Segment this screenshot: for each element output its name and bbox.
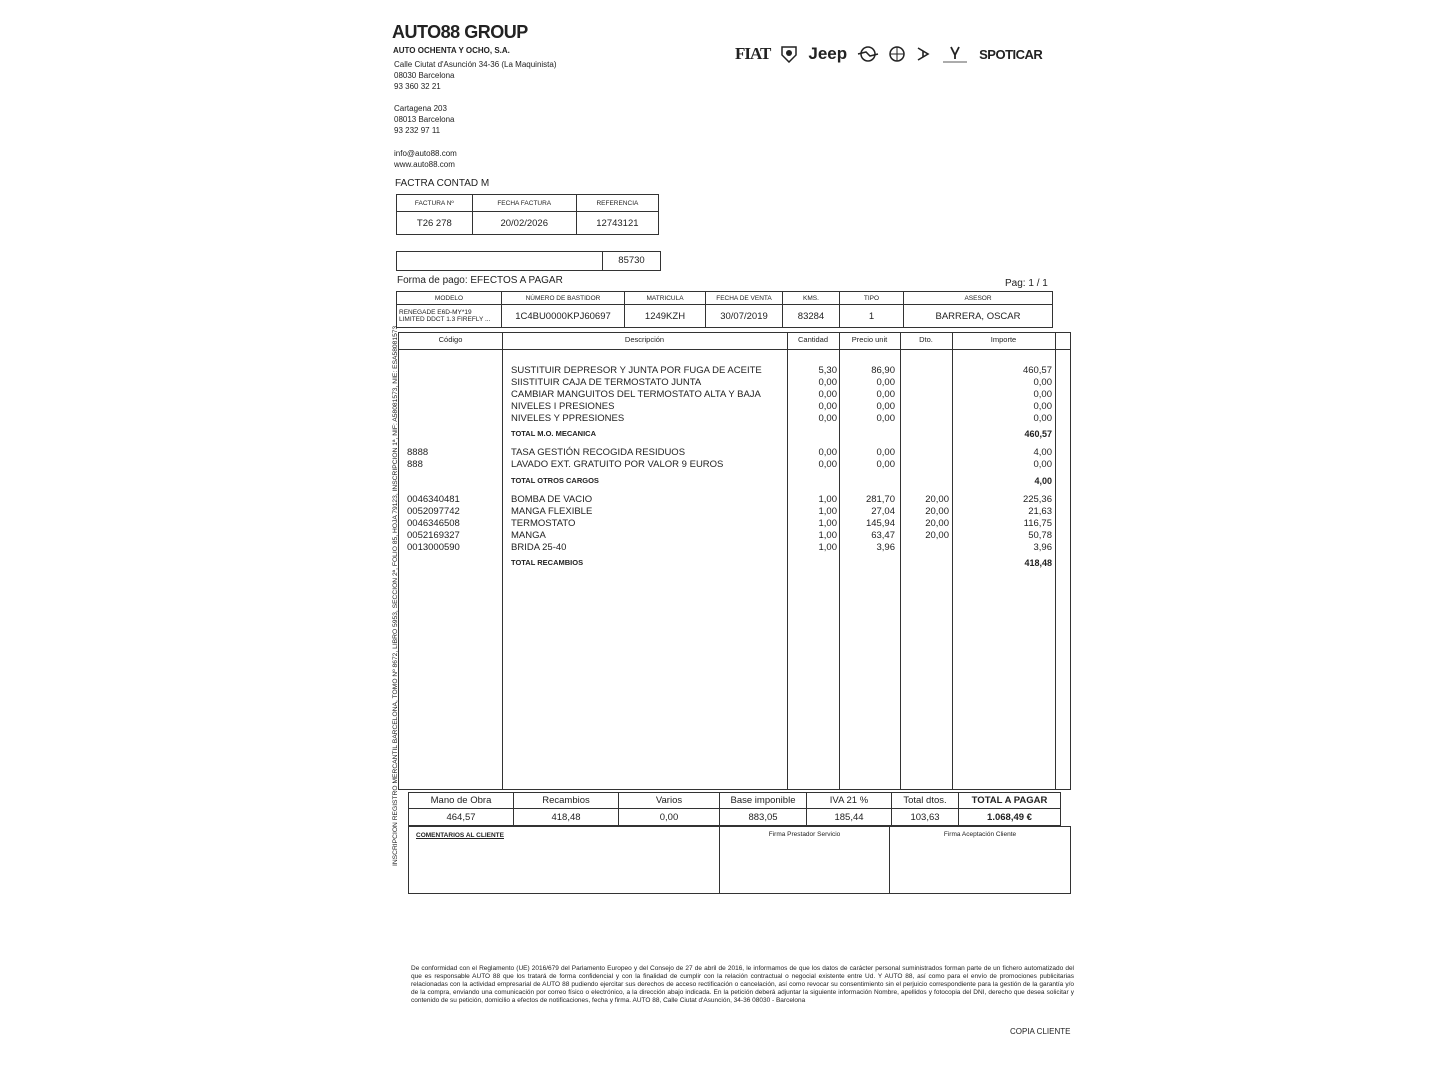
line-amount: 116,75 [1023, 518, 1052, 529]
line-desc: MANGA FLEXIBLE [511, 506, 593, 517]
line-qty: 5,30 [818, 365, 837, 376]
line-amount: 50,78 [1028, 530, 1052, 541]
line-code: 0013000590 [407, 542, 460, 553]
email: info@auto88.com [394, 149, 457, 158]
vehicle-type: 1 [840, 305, 904, 328]
line-qty: 0,00 [818, 459, 837, 470]
line-item-row [399, 459, 1070, 471]
address-block-1 [394, 59, 557, 92]
reference-header: REFERENCIA [576, 195, 658, 212]
line-amount: 3,96 [1033, 542, 1052, 553]
vehicle-header: TIPO [840, 292, 904, 305]
line-desc: LAVADO EXT. GRATUITO POR VALOR 9 EUROS [511, 459, 724, 470]
line-desc: BOMBA DE VACIO [511, 494, 593, 505]
line-price: 0,00 [876, 377, 895, 388]
line-desc: NIVELES Y PPRESIONES [511, 413, 625, 424]
unit-price-header: Precio unit [851, 335, 888, 344]
line-item-row [399, 506, 1070, 518]
comments-label: COMENTARIOS AL CLIENTE [416, 832, 504, 839]
line-amount: 0,00 [1033, 401, 1052, 412]
vehicle-model-line: RENEGADE E6D-MY*19 [399, 309, 472, 316]
service-signature-label: Firma Prestador Servicio [768, 831, 841, 838]
line-desc: TOTAL RECAMBIOS [511, 558, 584, 567]
address-line: Calle Ciutat d'Asunción 34-36 (La Maquinista) [394, 60, 557, 69]
line-item-row [399, 401, 1070, 413]
line-desc: TOTAL OTROS CARGOS [511, 476, 599, 485]
code-header: Código [438, 335, 463, 344]
line-item-row [399, 494, 1070, 506]
vehicle-header: NÚMERO DE BASTIDOR [502, 292, 625, 305]
line-price: 0,00 [876, 401, 895, 412]
line-qty: 0,00 [818, 401, 837, 412]
line-dto: 20,00 [925, 530, 949, 541]
invoice-lines-box [398, 332, 1071, 790]
vehicle-model-line: LIMITED DDCT 1.3 FIREFLY ... [399, 316, 491, 323]
line-qty: 1,00 [818, 530, 837, 541]
line-item-row [399, 377, 1070, 389]
line-amount: 4,00 [1033, 447, 1052, 458]
address-line: 08030 Barcelona [394, 71, 455, 80]
line-qty: 1,00 [818, 494, 837, 505]
client-signature-area [890, 827, 1070, 893]
reference-value: 12743121 [576, 212, 658, 235]
abarth-logo-icon [780, 45, 798, 63]
summary-header: Recambios [514, 793, 619, 809]
invoice-number: T26 278 [397, 212, 473, 235]
line-price: 0,00 [876, 447, 895, 458]
line-amount: 225,36 [1022, 494, 1052, 505]
registry-text: INSCRIPCION REGISTRO MERCANTIL BARCELONA, TOMO Nº 8672, LIBRO 5953, SECCION 2ª, FOLIO 85, HOJA 79123, INSCRIPCION 1ª, NIF: A58081573, NIE: ESA58081573 [392, 325, 399, 866]
summary-header: Mano de Obra [409, 793, 514, 809]
line-code: 888 [407, 459, 423, 470]
header-divider [399, 349, 1070, 350]
client-signature-label: Firma Aceptación Cliente [943, 831, 1017, 838]
opel-logo-icon [857, 46, 879, 62]
line-price: 86,90 [871, 365, 895, 376]
summary-table [408, 792, 1061, 826]
summary-header: IVA 21 % [807, 793, 892, 809]
vehicle-table [396, 291, 1053, 328]
company-brand: AUTO88 GROUP [392, 22, 528, 42]
contact-block [394, 148, 457, 170]
summary-header: Varios [619, 793, 720, 809]
line-code: 0052097742 [407, 506, 460, 517]
discount-total: 103,63 [892, 809, 959, 826]
comments-signature-box [408, 826, 1071, 894]
line-price: 145,94 [865, 518, 895, 529]
line-desc: TASA GESTIÓN RECOGIDA RESIDUOS [511, 447, 686, 458]
comments-area [409, 827, 720, 893]
vehicle-advisor: BARRERA, OSCAR [904, 305, 1053, 328]
subtotal-row [399, 428, 1070, 440]
vehicle-header: MODELO [397, 292, 502, 305]
line-qty: 0,00 [818, 413, 837, 424]
line-amount: 460,57 [1022, 365, 1052, 376]
address-block-2 [394, 103, 455, 136]
amount-header: Importe [990, 335, 1017, 344]
subtotal-row [399, 557, 1070, 569]
taxable-base: 883,05 [720, 809, 807, 826]
line-item-row [399, 518, 1070, 530]
line-price: 27,04 [871, 506, 895, 517]
line-item-row [399, 413, 1070, 425]
line-qty: 0,00 [818, 389, 837, 400]
vehicle-vin: 1C4BU0000KPJ60697 [502, 305, 625, 328]
address-line: 93 360 32 21 [394, 82, 441, 91]
line-desc: BRIDA 25-40 [511, 542, 567, 553]
line-item-row [399, 365, 1070, 377]
parts-total: 418,48 [514, 809, 619, 826]
summary-header-total: TOTAL A PAGAR [959, 793, 1061, 809]
vehicle-plate: 1249KZH [625, 305, 706, 328]
invoice-date: 20/02/2026 [472, 212, 576, 235]
privacy-notice: De conformidad con el Reglamento (UE) 2016/679 del Parlamento Europeo y del Consejo de 27 de abril de 2016, le informamos de que los datos de carácter personal suministrados forman parte de un fichero automatizado del que es responsable AUTO 88 que los tratará de forma confidencial y con la finalidad de cumplir con la relación contractual o negocial existente entre Ud. Y AUTO 88, así como para el envío de promociones publicitarias relacionadas con la actividad empresarial de AUTO 88 pudiendo ejercitar sus derechos de acceso rectificación o cancelación, así como revocar su consentimiento sin el perjuicio correspondiente para la gestión de la garantía y/o de la compra, enviando una comunicación por correo físico o electrónico, a la dirección abajo indicada. En la petición deberá adjuntar la siguiente información Nombre, apellidos y fotocopia del DNI, derecho que desea solicitar y contenido de su petición, domicilio a efectos de notificaciones, fecha y firma. AUTO 88, Calle Ciutat d'Asunción, 34-36 08030 - Barcelona [411, 965, 1074, 1004]
vehicle-model [397, 305, 502, 328]
line-desc: CAMBIAR MANGUITOS DEL TERMOSTATO ALTA Y BAJA [511, 389, 761, 400]
line-code: 0052169327 [407, 530, 460, 541]
line-code: 8888 [407, 447, 429, 458]
document-type: FACTRA CONTAD M [395, 178, 490, 189]
summary-header: Base imponible [720, 793, 807, 809]
brand-logos [735, 44, 1042, 64]
vat-amount: 185,44 [807, 809, 892, 826]
page-number: Pag: 1 / 1 [1005, 278, 1048, 289]
vehicle-header: FECHA DE VENTA [706, 292, 783, 305]
jeep-logo: Jeep [808, 44, 848, 63]
fiat-logo: FIAT [735, 44, 771, 63]
line-qty: 0,00 [818, 377, 837, 388]
line-qty: 1,00 [818, 506, 837, 517]
line-amount: 0,00 [1033, 377, 1052, 388]
invoice-number-header: FACTURA Nº [397, 195, 473, 212]
line-desc: NIVELES I PRESIONES [511, 401, 615, 412]
quantity-header: Cantidad [797, 335, 829, 344]
invoice-info-table [396, 194, 659, 235]
company-legal-name: AUTO OCHENTA Y OCHO, S.A. [393, 46, 510, 55]
line-price: 3,96 [876, 542, 895, 553]
order-box [396, 251, 661, 271]
address-line: Cartagena 203 [394, 104, 447, 113]
payment-method: Forma de pago: EFECTOS A PAGAR [397, 275, 563, 286]
line-qty: 1,00 [818, 518, 837, 529]
vehicle-header: ASESOR [904, 292, 1053, 305]
line-dto: 20,00 [925, 518, 949, 529]
misc-total: 0,00 [619, 809, 720, 826]
line-amount: 0,00 [1033, 389, 1052, 400]
line-price: 281,70 [865, 494, 895, 505]
labor-total: 464,57 [409, 809, 514, 826]
line-desc: TOTAL M.O. MECANICA [511, 429, 596, 438]
address-line: 93 232 97 11 [394, 126, 441, 135]
line-item-row [399, 530, 1070, 542]
line-price: 0,00 [876, 459, 895, 470]
line-item-row [399, 542, 1070, 554]
order-number: 85730 [618, 255, 645, 266]
line-item-row [399, 447, 1070, 459]
spoticar-logo: SPOTICAR [979, 46, 1043, 62]
line-item-row [399, 389, 1070, 401]
leapmotor-logo-icon [941, 45, 969, 63]
vehicle-kms: 83284 [783, 305, 840, 328]
summary-header: Total dtos. [892, 793, 959, 809]
line-amount: 0,00 [1033, 459, 1052, 470]
line-code: 0046346508 [407, 518, 460, 529]
invoice-date-header: FECHA FACTURA [472, 195, 576, 212]
line-qty: 1,00 [818, 542, 837, 553]
vehicle-header: MATRICULA [625, 292, 706, 305]
line-desc: SUSTITUIR DEPRESOR Y JUNTA POR FUGA DE ACEITE [511, 365, 762, 376]
line-amount: 4,00 [1034, 476, 1052, 486]
vehicle-header: KMS. [783, 292, 840, 305]
line-qty: 0,00 [818, 447, 837, 458]
line-price: 63,47 [871, 530, 895, 541]
line-amount: 21,63 [1028, 506, 1052, 517]
ds-logo-icon [915, 46, 931, 62]
line-amount: 0,00 [1033, 413, 1052, 424]
alfa-romeo-logo-icon [889, 44, 905, 64]
subtotal-row [399, 475, 1070, 487]
copy-label: COPIA CLIENTE [1010, 1027, 1071, 1036]
line-price: 0,00 [876, 389, 895, 400]
line-desc: SIISTITUIR CAJA DE TERMOSTATO JUNTA [511, 377, 702, 388]
line-dto: 20,00 [925, 506, 949, 517]
website: www.auto88.com [394, 160, 455, 169]
discount-header: Dto. [919, 335, 933, 344]
grand-total: 1.068,49 € [959, 809, 1061, 826]
description-header: Descripción [624, 335, 665, 344]
line-amount: 418,48 [1024, 558, 1052, 568]
address-line: 08013 Barcelona [394, 115, 455, 124]
line-dto: 20,00 [925, 494, 949, 505]
line-desc: TERMOSTATO [511, 518, 576, 529]
line-code: 0046340481 [407, 494, 460, 505]
line-amount: 460,57 [1024, 429, 1052, 439]
vehicle-sale-date: 30/07/2019 [706, 305, 783, 328]
line-desc: MANGA [511, 530, 546, 541]
line-price: 0,00 [876, 413, 895, 424]
service-signature-area [720, 827, 890, 893]
order-box-blank [397, 252, 603, 270]
